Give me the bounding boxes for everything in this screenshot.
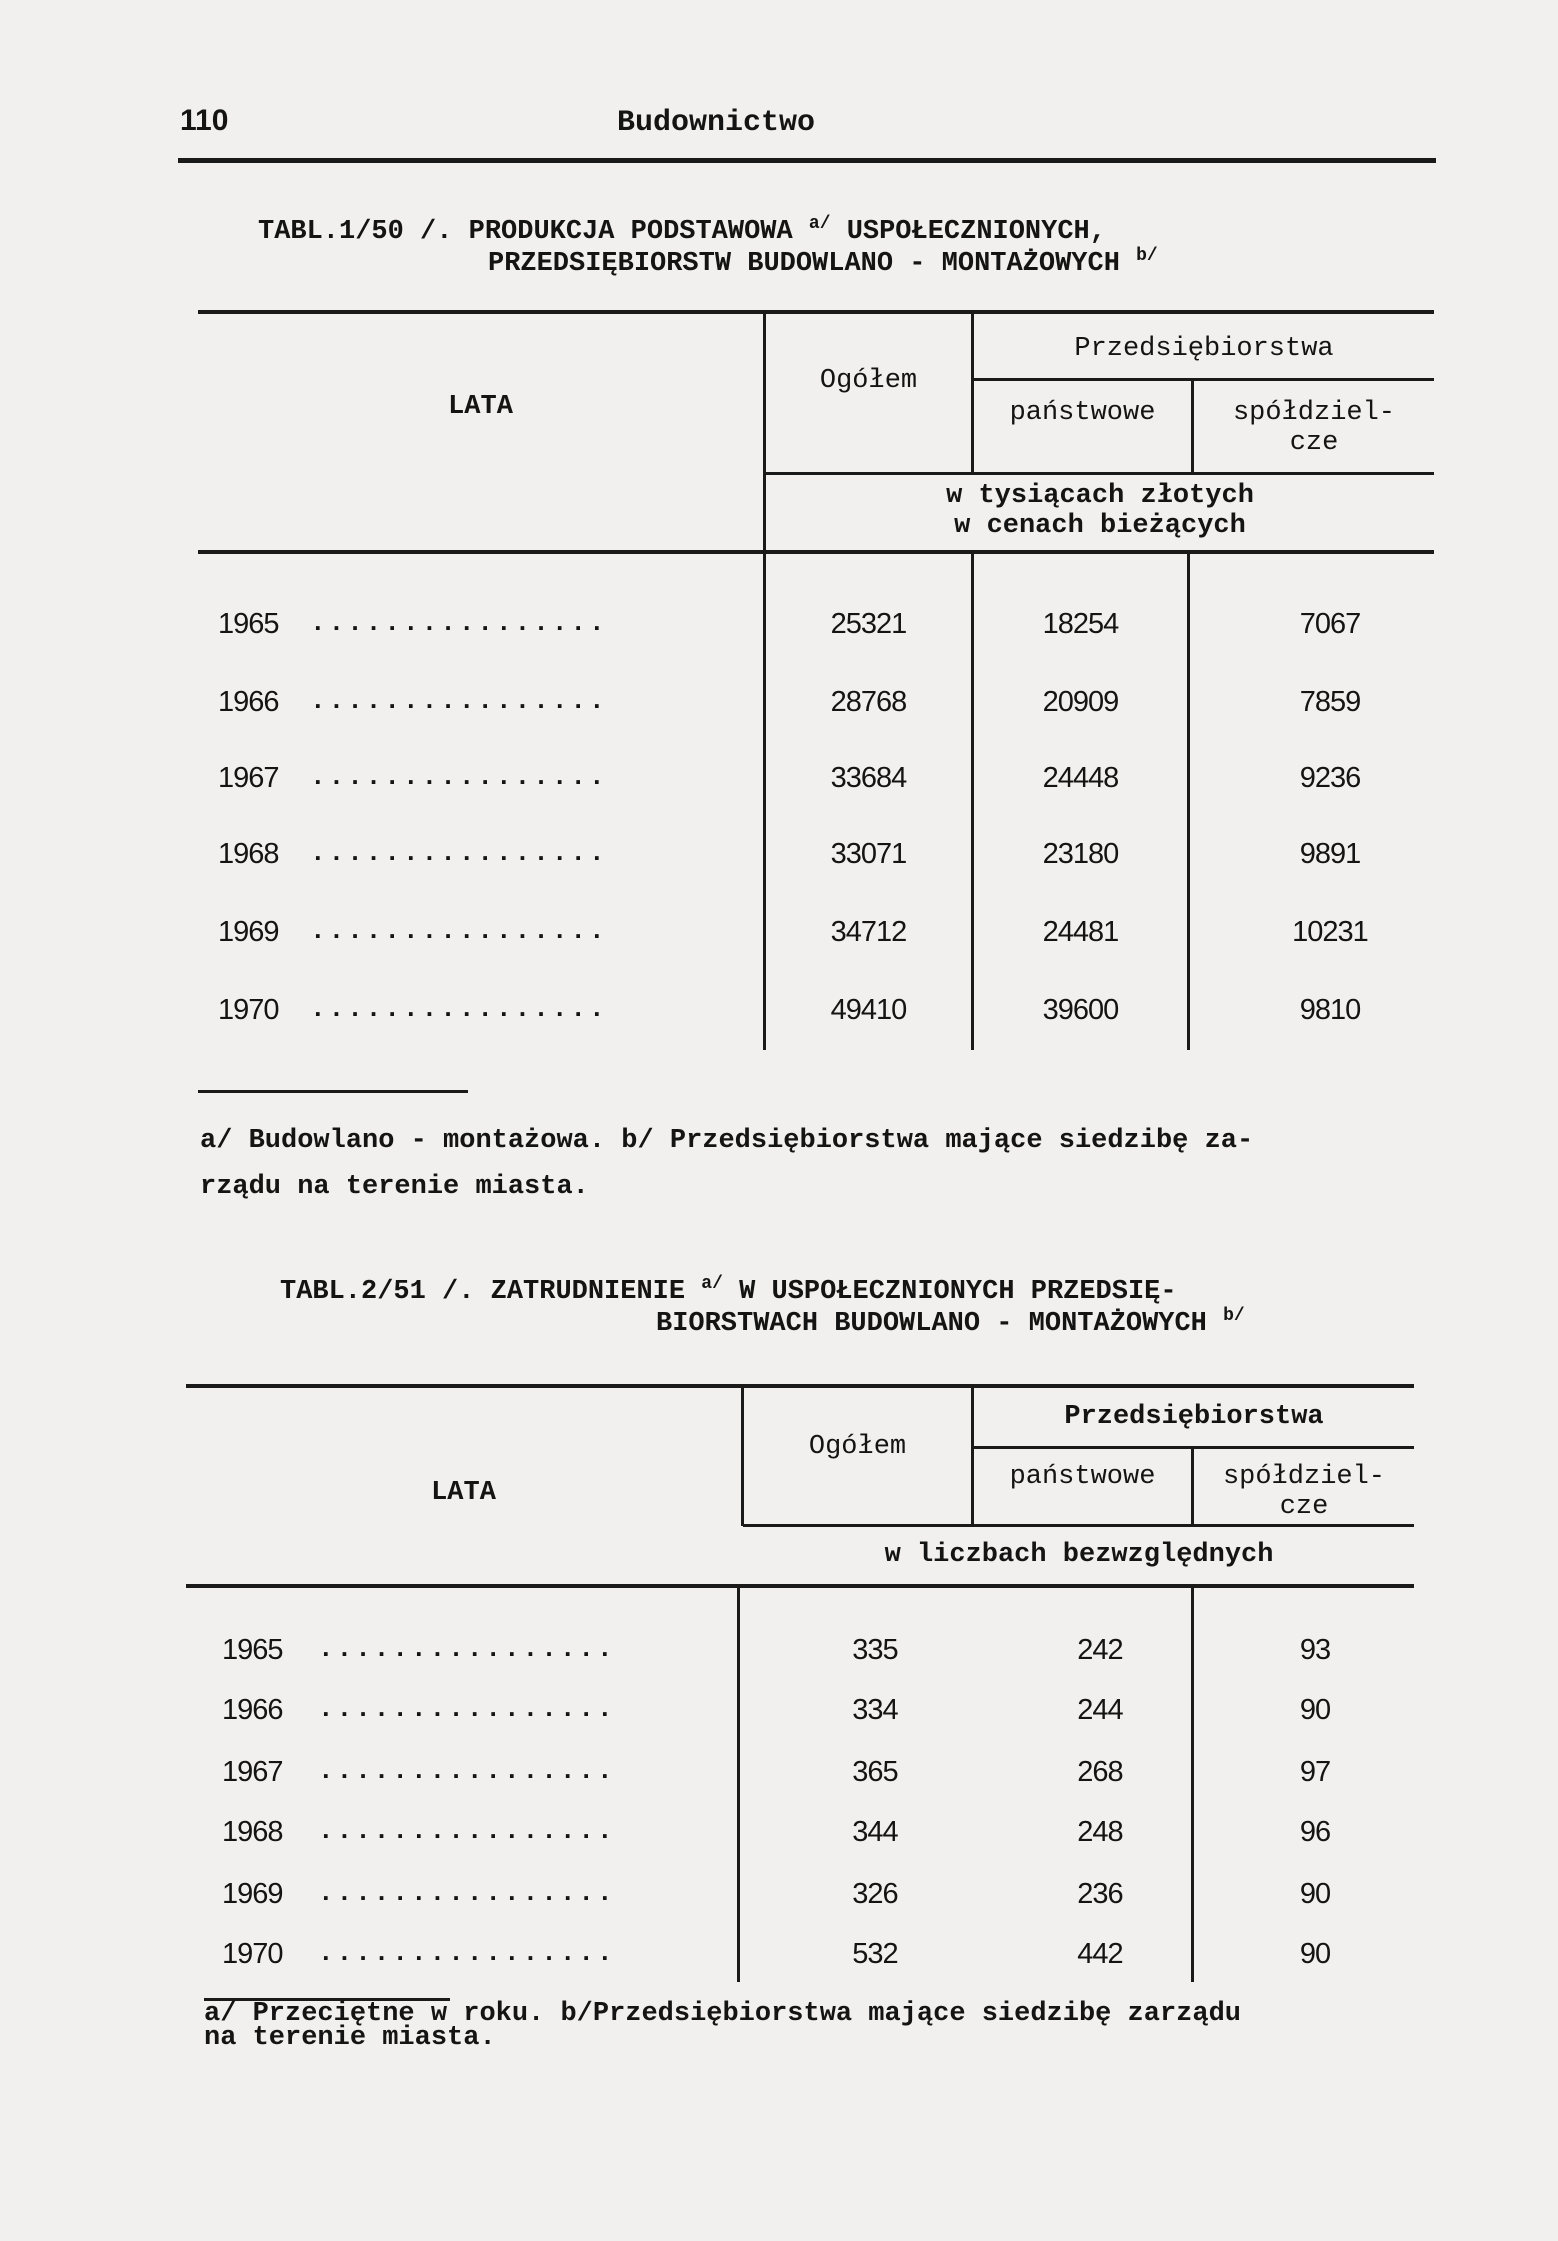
row-year: 1969	[218, 916, 279, 948]
row-year: 1970	[222, 1938, 283, 1970]
leader-dots: ................	[310, 994, 608, 1024]
table2-col-ogolem: Ogółem	[808, 1432, 907, 1462]
cell-panstwowe: 248	[1077, 1816, 1123, 1848]
row-year: 1965	[222, 1634, 283, 1666]
table2-col-lata: LATA	[431, 1478, 496, 1508]
leader-dots: ................	[318, 1634, 616, 1664]
table2-rule-unit	[743, 1524, 1414, 1527]
cell-spoldzielcze: 7067	[1299, 608, 1361, 640]
table1-rule-przedsiebiorstwa	[973, 378, 1434, 381]
cell-spoldzielcze: 96	[1299, 1816, 1331, 1848]
cell-panstwowe: 24481	[1042, 916, 1119, 948]
row-year: 1967	[218, 762, 279, 794]
table2-footnote: a/ Przeciętne w roku. b/Przedsiębiorstwa mające siedzibę zarządu na terenie miasta.	[204, 1999, 1241, 2053]
cell-spoldzielcze: 10231	[1292, 916, 1368, 948]
table1-col-panstwowe: państwowe	[1009, 398, 1156, 428]
row-year: 1967	[222, 1756, 283, 1788]
cell-ogolem: 532	[852, 1938, 898, 1970]
table2-col-panstwowe: państwowe	[1009, 1462, 1156, 1492]
cell-panstwowe: 24448	[1042, 762, 1119, 794]
table1-col-lata: LATA	[448, 392, 513, 422]
section-title: Budownictwo	[617, 106, 816, 140]
cell-spoldzielcze: 7859	[1299, 686, 1361, 718]
cell-ogolem: 28768	[830, 686, 907, 718]
cell-spoldzielcze: 9891	[1299, 838, 1361, 870]
cell-ogolem: 25321	[830, 608, 907, 640]
header-divider	[178, 158, 1436, 163]
cell-spoldzielcze: 90	[1299, 1938, 1331, 1970]
row-year: 1966	[222, 1694, 283, 1726]
table1-unit: w tysiącach złotych w cenach bieżących	[946, 481, 1254, 541]
leader-dots: ................	[318, 1756, 616, 1786]
table2-col-przedsiebiorstwa: Przedsiębiorstwa	[1064, 1402, 1324, 1432]
table1-rule-unit	[765, 472, 1434, 475]
table1-footnote: a/ Budowlano - montażowa. b/ Przedsiębiorstwa mające siedzibę za- rządu na terenie miasta.	[200, 1126, 1254, 1202]
table-row	[0, 1756, 1558, 1796]
table-row	[0, 608, 1558, 648]
cell-ogolem: 33071	[830, 838, 907, 870]
cell-ogolem: 334	[852, 1694, 898, 1726]
leader-dots: ................	[310, 838, 608, 868]
leader-dots: ................	[318, 1816, 616, 1846]
table2-header-bottom-rule	[186, 1584, 1414, 1588]
cell-ogolem: 34712	[830, 916, 907, 948]
cell-ogolem: 33684	[830, 762, 907, 794]
cell-panstwowe: 20909	[1042, 686, 1119, 718]
table2-col-spoldzielcze: spółdziel- cze	[1222, 1462, 1386, 1522]
row-year: 1965	[218, 608, 279, 640]
table-row	[0, 838, 1558, 878]
row-year: 1968	[222, 1816, 283, 1848]
cell-spoldzielcze: 9236	[1299, 762, 1361, 794]
cell-panstwowe: 242	[1077, 1634, 1123, 1666]
table1-col-ogolem: Ogółem	[819, 366, 918, 396]
cell-ogolem: 326	[852, 1878, 898, 1910]
leader-dots: ................	[310, 686, 608, 716]
table-row	[0, 1694, 1558, 1734]
cell-panstwowe: 244	[1077, 1694, 1123, 1726]
cell-ogolem: 344	[852, 1816, 898, 1848]
cell-spoldzielcze: 97	[1299, 1756, 1331, 1788]
cell-spoldzielcze: 90	[1299, 1878, 1331, 1910]
table2-title-line1: TABL.2/51 /. ZATRUDNIENIE $^{a/}$ W USPOŁECZNIONYCH PRZEDSIĘ-	[280, 1274, 1177, 1307]
row-year: 1969	[222, 1878, 283, 1910]
table1-top-rule	[198, 310, 1434, 314]
table-row	[0, 1878, 1558, 1918]
table1-col-przedsiebiorstwa: Przedsiębiorstwa	[1074, 334, 1334, 364]
cell-ogolem: 365	[852, 1756, 898, 1788]
leader-dots: ................	[310, 916, 608, 946]
table2-title-line2: BIORSTWACH BUDOWLANO - MONTAŻOWYCH $^{b/}$	[656, 1306, 1245, 1339]
table-row	[0, 1634, 1558, 1674]
cell-panstwowe: 23180	[1042, 838, 1119, 870]
table1-title-line1: TABL.1/50 /. PRODUKCJA PODSTAWOWA $^{a/}$ USPOŁECZNIONYCH,	[258, 214, 1106, 247]
cell-panstwowe: 39600	[1042, 994, 1119, 1026]
table1-title-line2: PRZEDSIĘBIORSTW BUDOWLANO - MONTAŻOWYCH $^{b/}$	[488, 246, 1158, 279]
cell-spoldzielcze: 90	[1299, 1694, 1331, 1726]
row-year: 1970	[218, 994, 279, 1026]
cell-panstwowe: 236	[1077, 1878, 1123, 1910]
table2-unit: w liczbach bezwzględnych	[884, 1540, 1274, 1570]
cell-spoldzielcze: 93	[1299, 1634, 1331, 1666]
table1-header-bottom-rule	[198, 550, 1434, 554]
table1-footnote-rule	[198, 1090, 468, 1093]
table-row	[0, 916, 1558, 956]
leader-dots: ................	[310, 608, 608, 638]
cell-panstwowe: 18254	[1042, 608, 1119, 640]
page-number: 110	[180, 104, 229, 137]
leader-dots: ................	[318, 1694, 616, 1724]
table2-top-rule	[186, 1384, 1414, 1388]
table-row	[0, 994, 1558, 1034]
cell-panstwowe: 268	[1077, 1756, 1123, 1788]
table-row	[0, 1816, 1558, 1856]
leader-dots: ................	[318, 1938, 616, 1968]
table-row	[0, 1938, 1558, 1978]
cell-ogolem: 335	[852, 1634, 898, 1666]
cell-panstwowe: 442	[1077, 1938, 1123, 1970]
table-row	[0, 762, 1558, 802]
leader-dots: ................	[310, 762, 608, 792]
table-row	[0, 686, 1558, 726]
cell-ogolem: 49410	[830, 994, 907, 1026]
cell-spoldzielcze: 9810	[1299, 994, 1361, 1026]
table1-col-spoldzielcze: spółdziel- cze	[1232, 398, 1396, 458]
leader-dots: ................	[318, 1878, 616, 1908]
row-year: 1966	[218, 686, 279, 718]
row-year: 1968	[218, 838, 279, 870]
table2-rule-przedsiebiorstwa	[973, 1446, 1414, 1449]
